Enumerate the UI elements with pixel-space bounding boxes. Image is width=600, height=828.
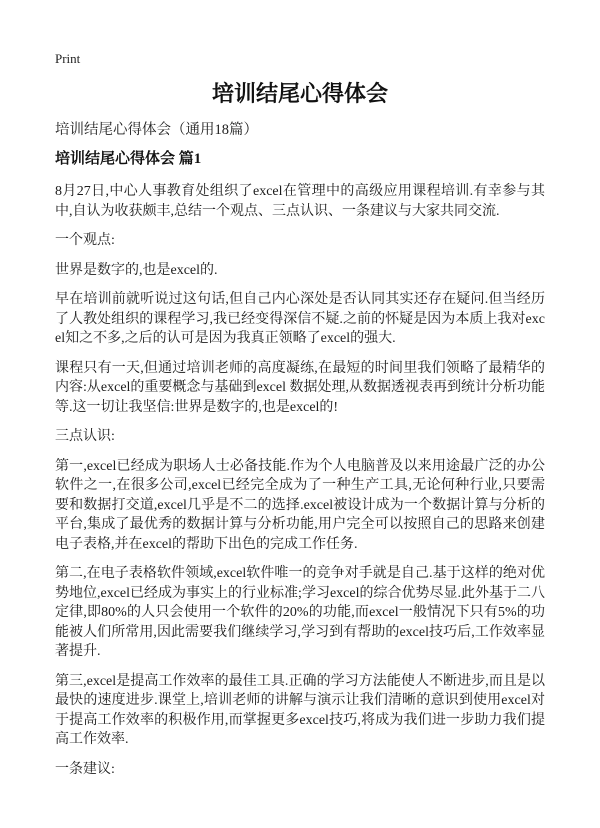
paragraph-viewpoint-label: 一个观点:	[55, 233, 115, 248]
paragraph-three-points-label: 三点认识:	[55, 429, 115, 444]
page-title: 培训结尾心得体会	[211, 81, 388, 106]
paragraph-before-training: 早在培训前就听说过这句话,但自己内心深处是否认同其实还存在疑问.但当经历了人教处组织的课程学习,我已经变得深信不疑.之前的怀疑是因为本质上我对excel知之不多,之后的认可是因为我真正领略了excel的强大.	[55, 292, 545, 346]
paragraph-viewpoint: 世界是数字的,也是excel的.	[55, 262, 218, 278]
paragraph-point-two: 第二,在电子表格软件领域,excel软件唯一的竞争对手就是自己.基于这样的绝对优势地位,excel已经成为事实上的行业标准;学习excel的综合优势尽显.此外基于二八定律,即80%的人只会使用一个软件的20%的功能,而excel一般情况下只有5%的功能被人们所常用,因此需要我们继续学习,学习到有帮助的excel技巧后,工作效率显著提升.	[55, 566, 545, 659]
paragraph-course-summary: 课程只有一天,但通过培训老师的高度凝练,在最短的时间里我们领略了最精华的内容:从excel的重要概念与基础到excel 数据处理,从数据透视表再到统计分析功能等.这一切让我坚信:世界是数字的,也是excel的!	[55, 360, 545, 415]
section-heading: 培训结尾心得体会 篇1	[55, 151, 202, 167]
paragraph-point-three: 第三,excel是提高工作效率的最佳工具.正确的学习方法能使人不断进步,而且是以最快的速度进步.课堂上,培训老师的讲解与演示让我们清晰的意识到使用excel对于提高工作效率的积极作用,而掌握更多excel技巧,将成为我们进一步助力我们提高工作效率.	[55, 673, 545, 747]
article-subtitle: 培训结尾心得体会（通用18篇）	[55, 122, 258, 138]
paragraph-suggestion-label: 一条建议:	[55, 761, 115, 777]
paragraph-point-one: 第一,excel已经成为职场人士必备技能.作为个人电脑普及以来用途最广泛的办公软件之一,在很多公司,excel已经完全成为了一种生产工具,无论何种行业,只要需要和数据打交道,excel几乎是不二的选择.excel被设计成为一个数据计算与分析的平台,集成了最优秀的数据计算与分析功能,用户完全可以按照自己的思路来创建电子表格,并在excel的帮助下出色的完成工作任务.	[55, 458, 545, 552]
paragraph-intro: 8月27日,中心人事教育处组织了excel在管理中的高级应用课程培训.有幸参与其中,自认为收获颇丰,总结一个观点、三点认识、一条建议与大家共同交流.	[55, 184, 545, 219]
print-link[interactable]: Print	[55, 51, 81, 66]
